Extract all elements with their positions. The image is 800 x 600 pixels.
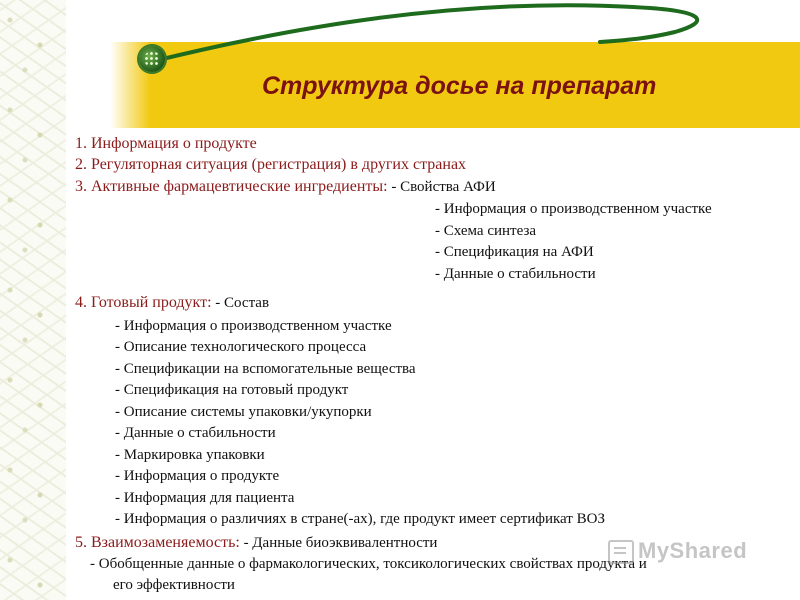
item-5-label: 5. Взаимозаменяемость: [75,534,240,551]
item-4-subitem: - Спецификации на вспомогательные вещества [115,361,416,377]
item-4-label: 4. Готовый продукт: [75,294,212,311]
presentation-icon [608,540,634,564]
item-4-subitem: - Информация о различиях в стране(-ах), где продукт имеет сертификат ВОЗ [115,511,605,527]
watermark-text: MyShared [638,538,748,563]
item-3-subitem: - Спецификация на АФИ [435,244,594,260]
item-5-subitem-continued: его эффективности [113,577,235,593]
item-5 [75,532,437,554]
item-3-subitem: - Данные о стабильности [435,266,596,282]
item-4-subitem: - Информация о производственном участке [115,318,392,334]
item-4-subitem: - Описание системы упаковки/укупорки [115,404,372,420]
item-3-subitem: - Схема синтеза [435,223,537,239]
green-globe-icon [139,46,165,72]
swoosh-decoration [130,0,710,80]
item-3 [75,176,496,198]
item-4-subitem: - Данные о стабильности [115,425,276,441]
item-4-subitem: - Маркировка упаковки [115,447,265,463]
item-4-subitem: - Информация для пациента [115,490,295,506]
item-5-subitem: - Обобщенные данные о фармакологических, токсикологических свойствах продукта и [90,556,647,572]
item-5-first-subitem: - Данные биоэквивалентности [243,535,438,551]
item-4 [75,292,269,314]
item-4-subitem: - Описание технологического процесса [115,339,367,355]
item-4-subitem: - Информация о продукте [115,468,280,484]
item-4-first-subitem: - Состав [215,295,270,311]
watermark [608,538,768,568]
item-2: 2. Регуляторная ситуация (регистрация) в других странах [75,156,467,173]
item-4-subitem: - Спецификация на готовый продукт [115,382,349,398]
item-3-subitem: - Информация о производственном участке [435,201,712,217]
item-3-first-subitem: - Свойства АФИ [391,179,496,195]
item-3-label: 3. Активные фармацевтические ингредиенты: [75,178,388,195]
decorative-background-pattern [0,0,66,600]
slide-title: Структура досье на препарат [262,72,657,100]
item-1: 1. Информация о продукте [75,135,257,152]
